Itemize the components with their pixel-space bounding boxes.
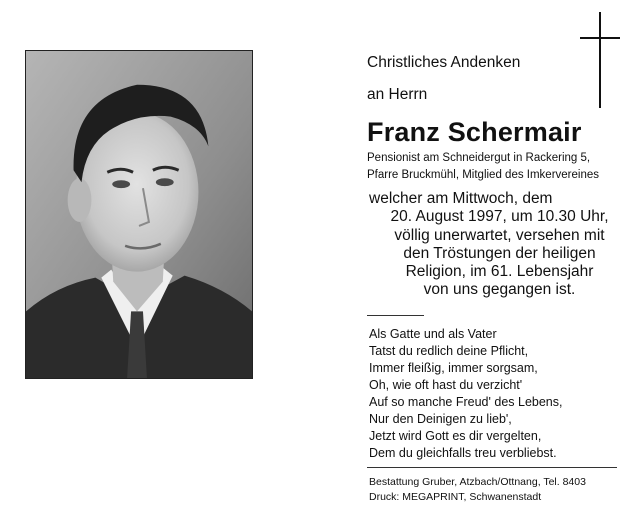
divider-long	[367, 467, 617, 468]
death-line: völlig unerwartet, versehen mit	[394, 226, 605, 244]
heading-christliches-andenken: Christliches Andenken	[367, 54, 521, 71]
poem-line: Oh, wie oft hast du verzicht'	[369, 378, 523, 392]
occupation-line-1: Pensionist am Schneidergut in Rackering 5,	[367, 152, 591, 164]
portrait-image	[26, 51, 252, 378]
death-line: den Tröstungen der heiligen	[403, 244, 596, 262]
death-line: von uns gegangen ist.	[423, 281, 576, 299]
footer-credits	[369, 475, 586, 505]
death-line: Religion, im 61. Lebensjahr	[405, 263, 594, 281]
poem-line: Tatst du redlich deine Pflicht,	[369, 344, 529, 358]
poem-line: Jetzt wird Gott es dir vergelten,	[369, 429, 542, 443]
memorial-poem	[369, 326, 562, 462]
heading-an-herrn: an Herrn	[367, 86, 428, 103]
poem-line: Auf so manche Freud' des Lebens,	[369, 395, 563, 409]
footer-printer: Druck: MEGAPRINT, Schwanenstadt	[369, 491, 542, 503]
death-notice	[367, 190, 632, 300]
poem-line: Immer fleißig, immer sorgsam,	[369, 361, 538, 375]
poem-line: Nur den Deinigen zu lieb',	[369, 412, 512, 426]
cross-icon	[578, 12, 622, 108]
deceased-name: Franz Schermair	[367, 117, 582, 147]
divider-short	[367, 315, 424, 316]
portrait-photo	[25, 50, 253, 379]
occupation-line-2: Pfarre Bruckmühl, Mitglied des Imkervereines	[367, 169, 599, 181]
death-line: 20. August 1997, um 10.30 Uhr,	[390, 208, 609, 226]
footer-funeral-home: Bestattung Gruber, Atzbach/Ottnang, Tel. 8403	[369, 476, 586, 488]
poem-line: Dem du gleichfalls treu verbliebst.	[369, 446, 557, 460]
poem-line: Als Gatte und als Vater	[369, 327, 497, 341]
death-line: welcher am Mittwoch, dem	[369, 190, 553, 207]
